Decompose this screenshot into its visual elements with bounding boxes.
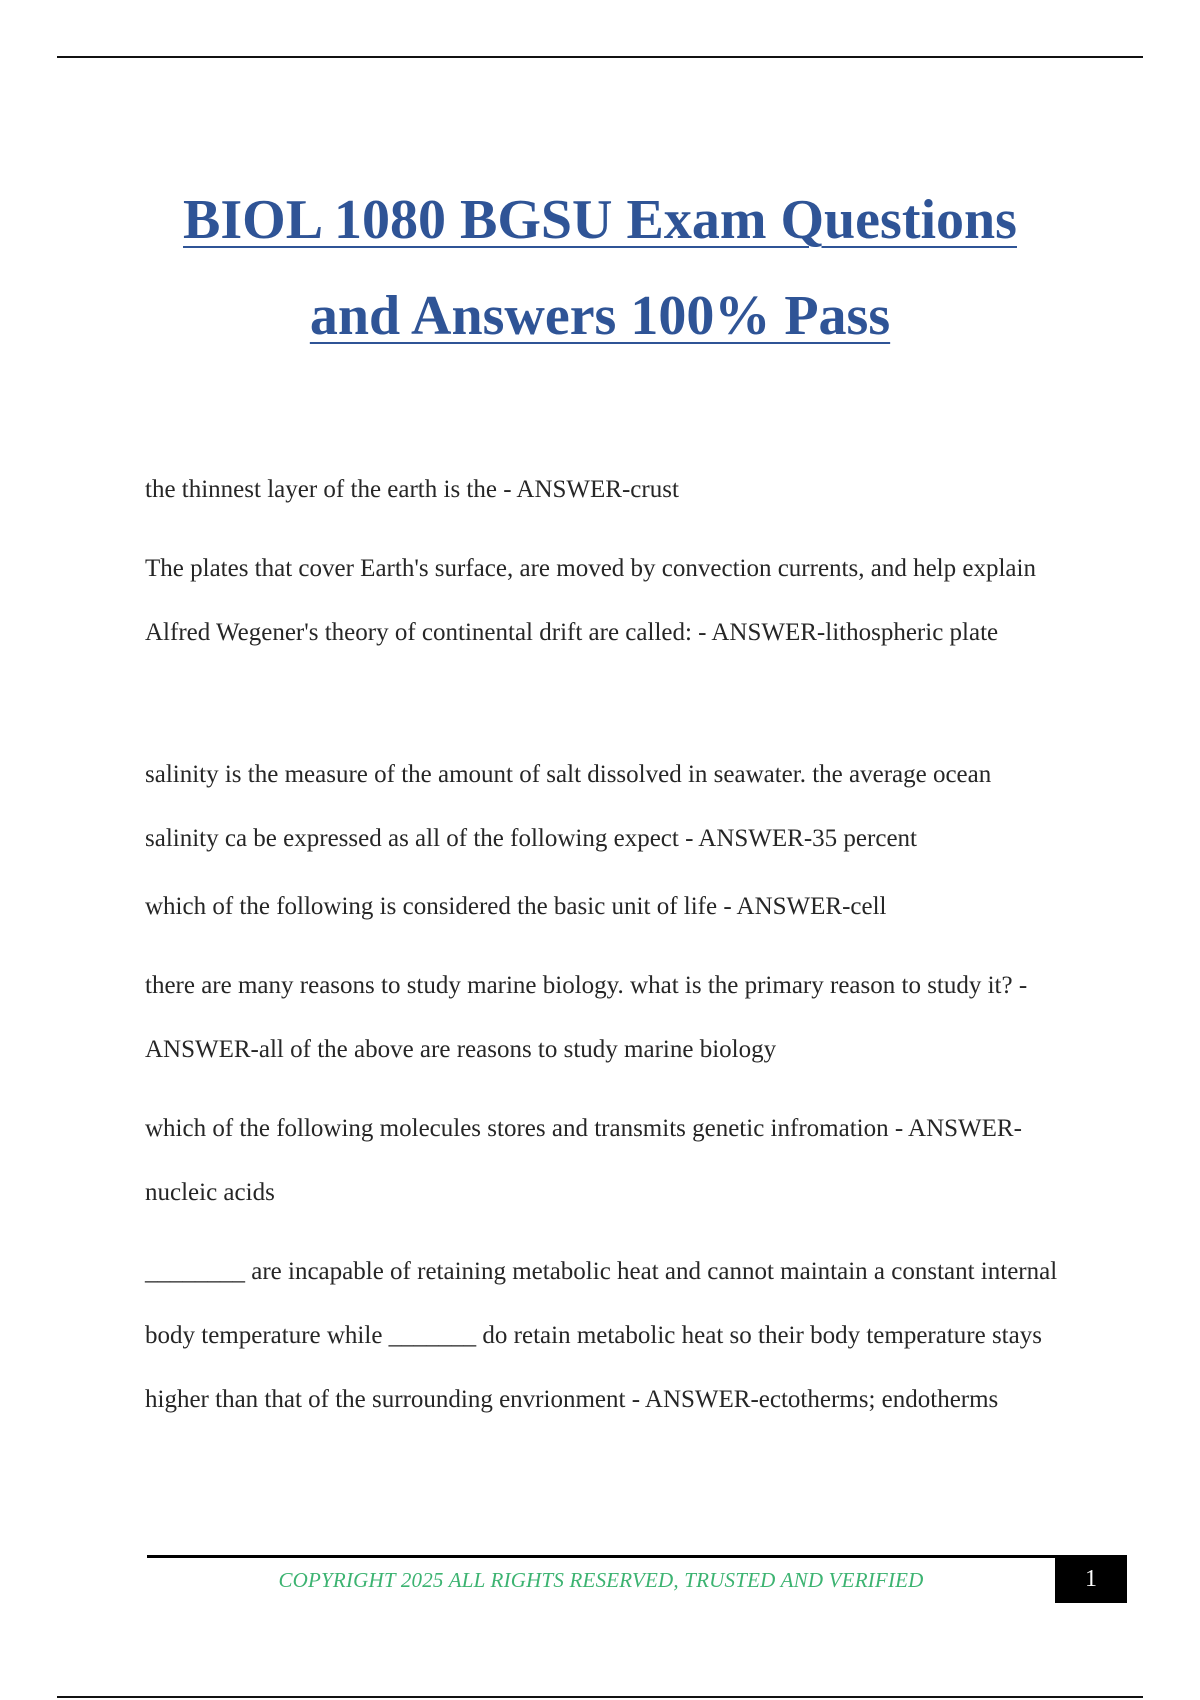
question-3: salinity is the measure of the amount of salt dissolved in seawater. the average ocean salinity ca be expressed as all of the following expect - ANSWER-35 percent xyxy=(145,761,992,852)
footer-line xyxy=(147,1555,1055,1558)
footer-copyright: COPYRIGHT 2025 ALL RIGHTS RESERVED, TRUSTED AND VERIFIED xyxy=(278,1568,924,1592)
page-number: 1 xyxy=(1055,1555,1127,1603)
question-7: ________ are incapable of retaining metabolic heat and cannot maintain a constant internal body temperature while _______ do retain metabolic heat so their body temperature stays higher than that of the surrounding envrionment - ANSWER-ectotherms; endotherms xyxy=(145,1258,1058,1413)
question-5: there are many reasons to study marine biology. what is the primary reason to study it? - ANSWER-all of the above are reasons to study marine biology xyxy=(145,972,1028,1063)
document-title xyxy=(100,172,1100,364)
top-border-line xyxy=(57,56,1143,58)
title-line-2: and Answers 100% Pass xyxy=(309,285,891,347)
bottom-border-line xyxy=(57,1696,1143,1698)
question-4: which of the following is considered the basic unit of life - ANSWER-cell xyxy=(145,893,887,920)
question-1: the thinnest layer of the earth is the - ANSWER-crust xyxy=(145,476,679,503)
question-2: The plates that cover Earth's surface, are moved by convection currents, and help explain Alfred Wegener's theory of continental drift are called: - ANSWER-lithospheric plate xyxy=(145,555,1036,646)
title-line-1: BIOL 1080 BGSU Exam Questions xyxy=(183,189,1017,251)
question-6: which of the following molecules stores and transmits genetic infromation - ANSWER-nucleic acids xyxy=(145,1115,1022,1206)
